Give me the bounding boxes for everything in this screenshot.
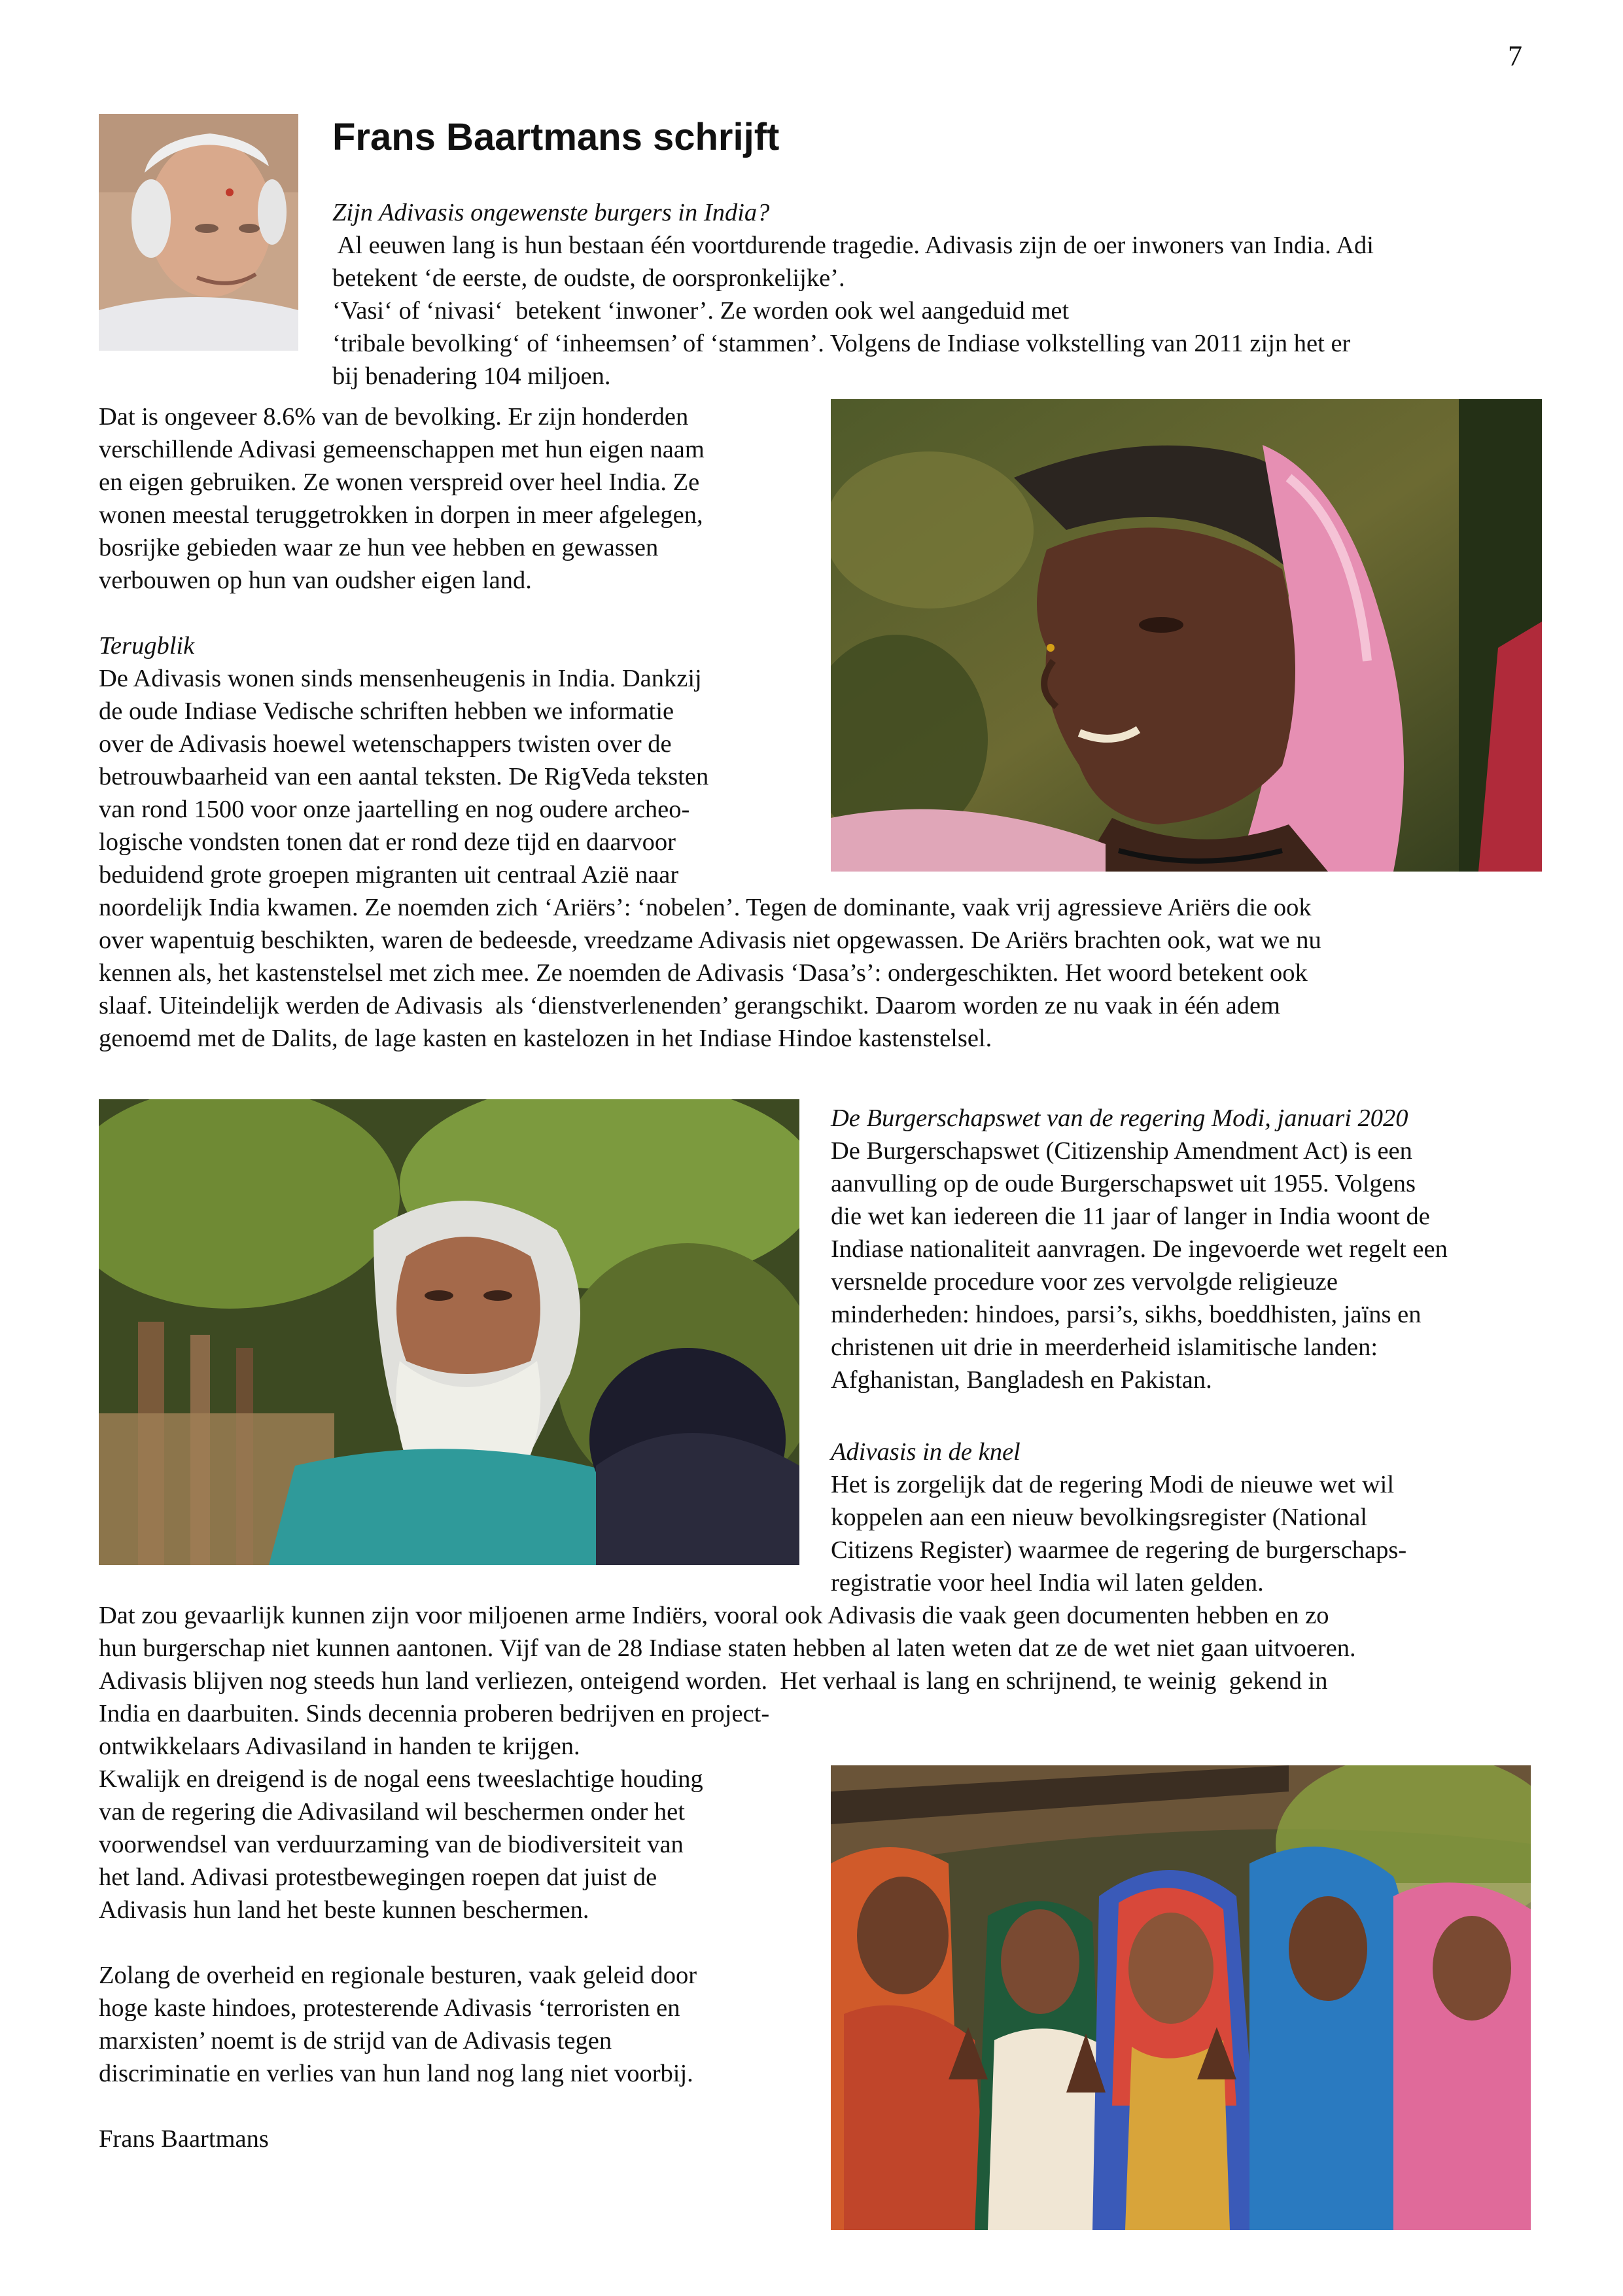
signature: Frans Baartmans: [99, 2125, 269, 2153]
text-line: wonen meestal teruggetrokken in dorpen in meer afgelegen,: [99, 501, 703, 529]
intro-line: ‘Vasi‘ of ‘nivasi‘ betekent ‘inwoner’. Ze worden ook wel aangeduid met: [332, 297, 1070, 325]
text-line: ontwikkelaars Adivasiland in handen te krijgen.: [99, 1733, 580, 1760]
text-line: Kwalijk en dreigend is de nogal eens tweeslachtige houding: [99, 1765, 703, 1793]
text-line: Dat is ongeveer 8.6% van de bevolking. Er zijn honderden: [99, 403, 689, 431]
para-population: [99, 400, 818, 597]
text-line: logische vondsten tonen dat er rond deze tijd en daarvoor: [99, 828, 676, 856]
text-line: noordelijk India kwamen. Ze noemden zich ‘Ariërs’: ‘nobelen’. Tegen de dominante, vaak vrij agressieve Ariërs die ook: [99, 894, 1312, 921]
text-line: Het is zorgelijk dat de regering Modi de nieuwe wet wil: [831, 1471, 1395, 1498]
text-line: koppelen aan een nieuw bevolkingsregister (National: [831, 1504, 1367, 1531]
intro-heading: Zijn Adivasis ongewenste burgers in India?: [332, 199, 770, 226]
old-man-photo: [99, 1099, 799, 1565]
text-line: genoemd met de Dalits, de lage kasten en kastelozen in het Indiase Hindoe kastenstelsel.: [99, 1025, 992, 1052]
knel-left: [99, 1763, 825, 1926]
text-line: discriminatie en verlies van hun land nog lang niet voorbij.: [99, 2060, 693, 2087]
text-line: het land. Adivasi protestbewegingen roepen dat juist de: [99, 1863, 657, 1891]
text-line: van de regering die Adivasiland wil beschermen onder het: [99, 1798, 685, 1826]
section-knel: [831, 1436, 1557, 1599]
intro-line: Al eeuwen lang is hun bestaan één voortdurende tragedie. Adivasis zijn de oer inwoners van India. Adi: [332, 232, 1374, 259]
text-line: beduidend grote groepen migranten uit centraal Azië naar: [99, 861, 679, 889]
knel-wide: [99, 1599, 1564, 1763]
text-line: hun burgerschap niet kunnen aantonen. Vijf van de 28 Indiase staten hebben al laten weten dat ze de wet niet gaan uitvoeren.: [99, 1634, 1356, 1662]
intro-block: [332, 196, 1549, 393]
text-line: Dat zou gevaarlijk kunnen zijn voor miljoenen arme Indiërs, vooral ook Adivasis die vaak geen documenten hebben en zo: [99, 1602, 1329, 1629]
text-line: verbouwen op hun van oudsher eigen land.: [99, 567, 532, 594]
text-line: Citizens Register) waarmee de regering de burgerschaps-: [831, 1536, 1407, 1564]
page-number: 7: [1508, 40, 1522, 72]
text-line: Zolang de overheid en regionale besturen, vaak geleid door: [99, 1962, 697, 1989]
text-line: India en daarbuiten. Sinds decennia proberen bedrijven en project-: [99, 1700, 770, 1727]
text-line: hoge kaste hindoes, protesterende Adivasis ‘terroristen en: [99, 1994, 680, 2022]
text-line: Adivasis blijven nog steeds hun land verliezen, onteigend worden. Het verhaal is lang en schrijnend, te weinig gekend in: [99, 1667, 1328, 1695]
text-line: en eigen gebruiken. Ze wonen verspreid over heel India. Ze: [99, 468, 700, 496]
knel-heading: Adivasis in de knel: [831, 1438, 1021, 1466]
burgerschap-heading: De Burgerschapswet van de regering Modi, januari 2020: [831, 1104, 1408, 1132]
para-conclusion: [99, 1959, 825, 2090]
text-line: registratie voor heel India wil laten gelden.: [831, 1569, 1264, 1597]
page-title: Frans Baartmans schrijft: [332, 116, 780, 158]
intro-line: betekent ‘de eerste, de oudste, de oorspronkelijke’.: [332, 264, 845, 292]
text-line: voorwendsel van verduurzaming van de biodiversiteit van: [99, 1831, 684, 1858]
text-line: marxisten’ noemt is de strijd van de Adivasis tegen: [99, 2027, 612, 2055]
section-burgerschap: [831, 1102, 1557, 1396]
text-line: minderheden: hindoes, parsi’s, sikhs, boeddhisten, jaïns en: [831, 1301, 1422, 1328]
intro-line: bij benadering 104 miljoen.: [332, 362, 611, 390]
text-line: Indiase nationaliteit aanvragen. De ingevoerde wet regelt een: [831, 1235, 1448, 1263]
text-line: kennen als, het kastenstelsel met zich mee. Ze noemden de Adivasis ‘Dasa’s’: ondergeschikten. Het woord betekent ook: [99, 959, 1308, 987]
text-line: Afghanistan, Bangladesh en Pakistan.: [831, 1366, 1212, 1394]
text-line: De Adivasis wonen sinds mensenheugenis in India. Dankzij: [99, 665, 702, 692]
text-line: verschillende Adivasi gemeenschappen met hun eigen naam: [99, 436, 705, 463]
text-line: bosrijke gebieden waar ze hun vee hebben en gewassen: [99, 534, 659, 561]
women-group-photo: [831, 1765, 1531, 2230]
text-line: over wapentuig beschikten, waren de bedeesde, vreedzame Adivasis niet opgewassen. De Ariërs brachten ook, wat we nu: [99, 927, 1321, 954]
terugblik-wide: [99, 891, 1551, 1055]
author-photo: [99, 114, 298, 351]
intro-line: ‘tribale bevolking‘ of ‘inheemsen’ of ‘stammen’. Volgens de Indiase volkstelling van 2011 zijn het er: [332, 330, 1351, 357]
text-line: versnelde procedure voor zes vervolgde religieuze: [831, 1268, 1338, 1296]
text-line: van rond 1500 voor onze jaartelling en nog oudere archeo-: [99, 796, 690, 823]
woman-portrait-photo: [831, 399, 1542, 872]
text-line: christenen uit drie in meerderheid islamitische landen:: [831, 1333, 1378, 1361]
text-line: De Burgerschapswet (Citizenship Amendment Act) is een: [831, 1137, 1412, 1165]
text-line: die wet kan iedereen die 11 jaar of langer in India woont de: [831, 1203, 1430, 1230]
text-line: betrouwbaarheid van een aantal teksten. De RigVeda teksten: [99, 763, 709, 790]
terugblik-heading: Terugblik: [99, 632, 195, 660]
text-line: slaaf. Uiteindelijk werden de Adivasis als ‘dienstverlenenden’ gerangschikt. Daarom worden ze nu vaak in één adem: [99, 992, 1281, 1019]
text-line: over de Adivasis hoewel wetenschappers twisten over de: [99, 730, 672, 758]
section-terugblik: [99, 629, 818, 891]
text-line: de oude Indiase Vedische schriften hebben we informatie: [99, 698, 674, 725]
text-line: Adivasis hun land het beste kunnen beschermen.: [99, 1896, 589, 1924]
text-line: aanvulling op de oude Burgerschapswet uit 1955. Volgens: [831, 1170, 1416, 1197]
